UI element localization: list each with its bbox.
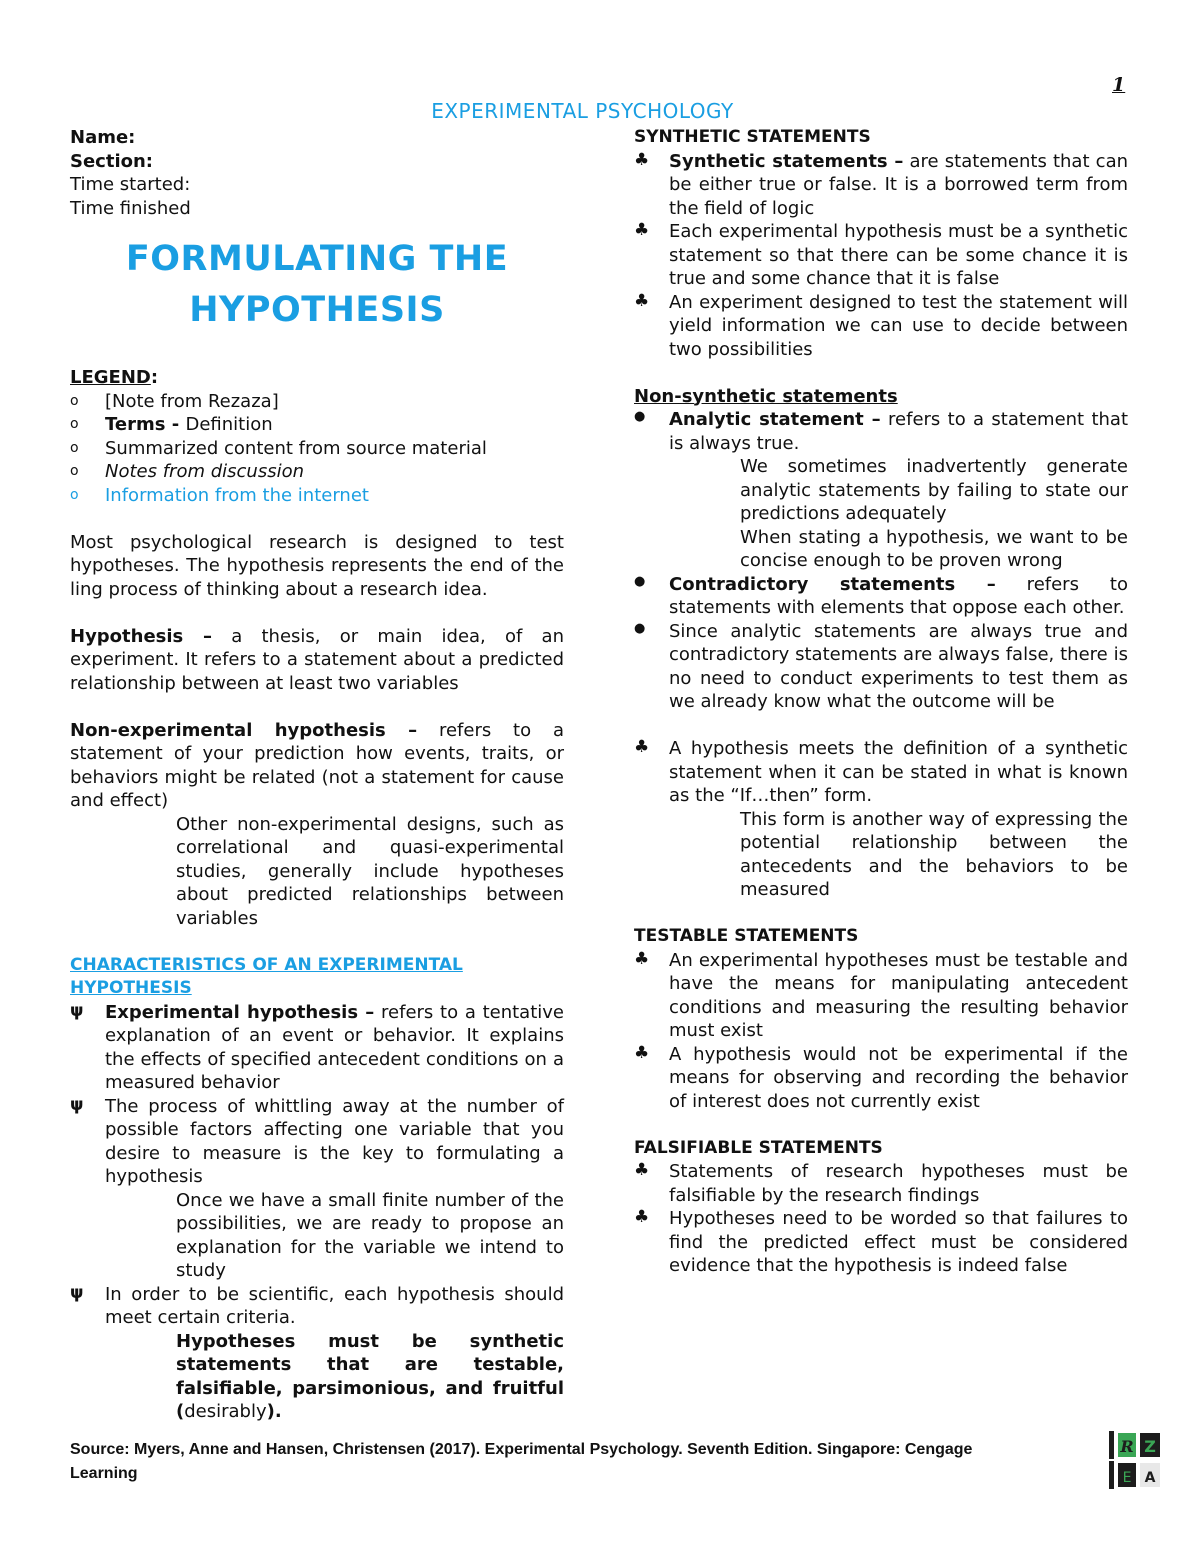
logo-letter-e: E — [1122, 1470, 1132, 1486]
legend-item-summarized: o Summarized content from source material — [70, 437, 487, 459]
analytic-note-2: When stating a hypothesis, we want to be concise enough to be proven wrong — [740, 526, 1128, 571]
falsifiable-heading: FALSIFIABLE STATEMENTS — [634, 1137, 883, 1158]
list-item: ♣ Synthetic statements – are statements that can be either true or false. It is a borrowed term from the field of logic — [634, 149, 1129, 219]
analytic-note-1: We sometimes inadvertently generate analytic statements by failing to state our predictions adequately — [740, 456, 1128, 524]
main-title-line-2: HYPOTHESIS — [189, 290, 445, 330]
psi-bullet-icon: ψ — [70, 1000, 84, 1021]
characteristics-note: Once we have a small finite number of the possibilities, we are ready to propose an explanation for the variable we intend to study — [176, 1189, 564, 1281]
logo-letter-z: Z — [1144, 1437, 1156, 1456]
list-item: ♣ Statements of research hypotheses must be falsifiable by the research findings — [634, 1160, 1128, 1206]
circle-bullet-icon: o — [70, 392, 79, 409]
list-item: ψ In order to be scientific, each hypothesis should meet certain criteria. — [70, 1282, 564, 1328]
time-started-label: Time started: — [70, 174, 191, 195]
legend-heading: LEGEND: — [70, 367, 159, 388]
legend-item-note: o [Note from Rezaza] — [70, 390, 279, 412]
legend-item-notes-discussion: o Notes from discussion — [70, 461, 305, 482]
club-bullet-icon: ♣ — [634, 149, 650, 170]
synthetic-heading: SYNTHETIC STATEMENTS — [634, 127, 871, 147]
intro-paragraph: Most psychological research is designed to test hypotheses. The hypothesis represents the end of the ling process of thinking about a research idea. — [70, 531, 564, 600]
list-item: ψ The process of whittling away at the number of possible factors affecting one variable that you desire to measure is the key to formulating a hypothesis — [70, 1094, 564, 1187]
rezaza-logo — [1107, 1430, 1163, 1490]
left-column — [70, 126, 564, 1424]
dot-bullet-icon: ● — [634, 573, 646, 589]
main-title-line-1: FORMULATING THE — [125, 239, 509, 279]
name-field-label: Name: — [70, 127, 136, 148]
club-bullet-icon: ♣ — [634, 1160, 650, 1180]
main-title — [70, 234, 564, 336]
dot-bullet-icon: ● — [634, 409, 646, 424]
list-item: ♣ An experiment designed to test the statement will yield information we can use to decide between two possibilities — [634, 290, 1128, 360]
source-citation: Source: Myers, Anne and Hansen, Christensen (2017). Experimental Psychology. Seventh Edition. Singapore: Cengage Learning — [70, 1441, 973, 1482]
club-bullet-icon: ♣ — [634, 1042, 650, 1063]
circle-bullet-icon: o — [70, 463, 79, 479]
page-number: 1 — [1112, 74, 1126, 96]
list-item: ψ Experimental hypothesis – refers to a tentative explanation of an event or behavior. It explains the effects of specified antecedent conditions on a measured behavior — [70, 1000, 564, 1093]
circle-bullet-icon: o — [70, 416, 79, 432]
hypothesis-definition: Hypothesis – a thesis, or main idea, of an experiment. It refers to a statement about a predicted relationship between at least two variables — [70, 625, 564, 694]
list-item: ● Since analytic statements are always true and contradictory statements are always false, there is no need to conduct experiments to test them as we already know what the outcome will be — [634, 620, 1128, 712]
time-finished-label: Time finished — [70, 197, 191, 219]
logo-letter-a: A — [1144, 1470, 1156, 1486]
list-item: ♣ An experimental hypotheses must be testable and have the means for manipulating antecedent conditions and measuring the resulting behavior must exist — [634, 948, 1128, 1041]
legend-list — [70, 390, 564, 508]
document-title: EXPERIMENTAL PSYCHOLOGY — [431, 99, 734, 123]
list-item: ● Contradictory statements – refers to statements with elements that oppose each other. — [634, 573, 1128, 618]
list-item: ● Analytic statement – refers to a statement that is always true. — [634, 409, 1129, 454]
list-item: ♣ Each experimental hypothesis must be a synthetic statement so that there can be some chance it is true and some chance that it is false — [634, 220, 1128, 289]
club-bullet-icon: ♣ — [634, 1207, 650, 1227]
nonexperimental-definition: Non-experimental hypothesis – refers to a statement of your prediction how events, traits, or behaviors might be related (not a statement for cause and effect) — [70, 719, 564, 811]
legend-item-internet: o Information from the internet — [70, 484, 369, 506]
nonexperimental-note: Other non-experimental designs, such as correlational and quasi-experimental studies, generally include hypotheses about predicted relationships between variables — [176, 813, 564, 929]
nonsynthetic-heading: Non-synthetic statements — [634, 385, 898, 407]
logo-letter-r: R — [1120, 1437, 1134, 1456]
right-column — [634, 126, 1128, 1278]
circle-bullet-icon: o — [70, 486, 79, 503]
psi-bullet-icon: ψ — [70, 1094, 84, 1115]
club-bullet-icon: ♣ — [634, 220, 650, 240]
testable-heading: TESTABLE STATEMENTS — [634, 926, 859, 946]
list-item: ♣ A hypothesis meets the definition of a synthetic statement when it can be stated in what is known as the “If…then” form. — [634, 737, 1128, 806]
legend-item-terms: o Terms - Definition — [70, 414, 273, 435]
club-bullet-icon: ♣ — [634, 948, 650, 969]
club-bullet-icon: ♣ — [634, 290, 650, 311]
club-bullet-icon: ♣ — [634, 737, 650, 757]
characteristics-heading: CHARACTERISTICS OF AN EXPERIMENTAL HYPOTHESIS — [70, 954, 463, 998]
section-field-label: Section: — [70, 150, 153, 172]
list-item: ♣ A hypothesis would not be experimental if the means for observing and recording the behavior of interest does not currently exist — [634, 1042, 1128, 1112]
ifthen-note: This form is another way of expressing the potential relationship between the antecedents and the behaviors to be measured — [740, 808, 1128, 900]
list-item: ♣ Hypotheses need to be worded so that failures to find the predicted effect must be considered evidence that the hypothesis is indeed false — [634, 1207, 1128, 1276]
dot-bullet-icon: ● — [634, 620, 646, 636]
criteria-note: Hypotheses must be synthetic statements that are testable, falsifiable, parsimonious, and fruitful (desirably). — [176, 1330, 564, 1422]
circle-bullet-icon: o — [70, 439, 79, 456]
psi-bullet-icon: ψ — [70, 1282, 84, 1303]
